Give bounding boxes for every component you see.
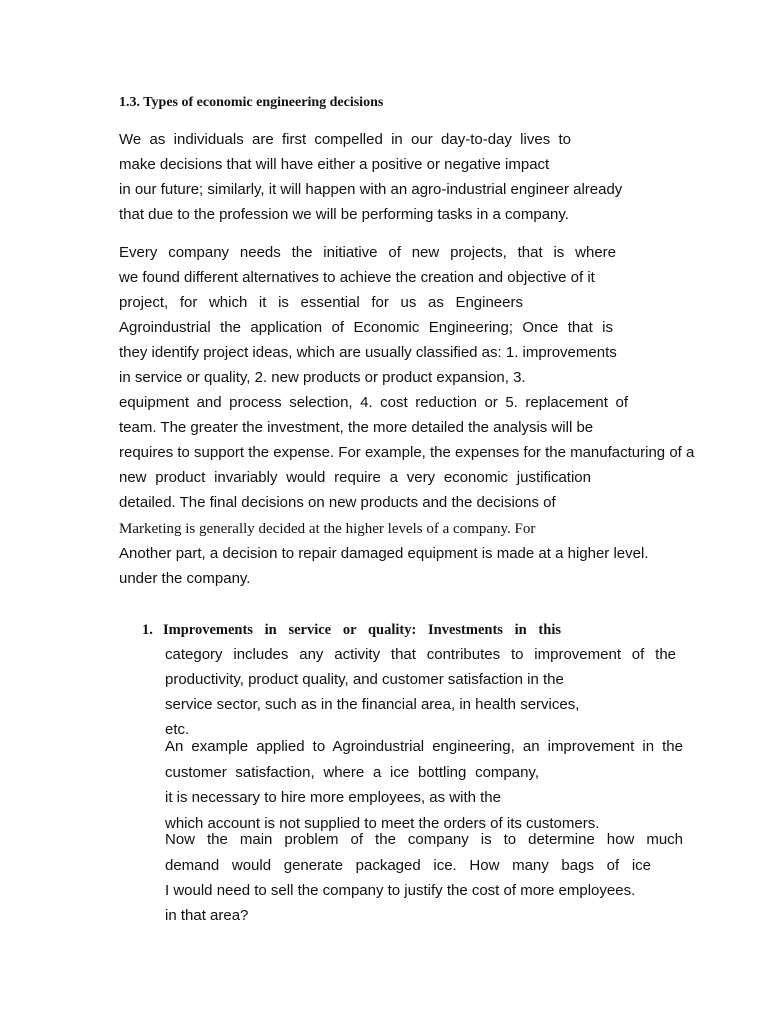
list-item-1-line-5: An example applied to Agroindustrial engineering, an improvement in the (165, 738, 683, 755)
list-item-1-line-3: service sector, such as in the financial area, in health services, (165, 696, 580, 713)
list-item-1-line-1: category includes any activity that contributes to improvement of the (165, 646, 676, 663)
list-item-1-line-2: productivity, product quality, and customer satisfaction in the (165, 671, 564, 688)
paragraph-2-line-1: Every company needs the initiative of new projects, that is where (119, 244, 616, 261)
paragraph-1-line-1: We as individuals are first compelled in our day-to-day lives to (119, 131, 571, 148)
paragraph-2-line-10: new product invariably would require a very economic justification (119, 469, 591, 486)
paragraph-2-line-2: we found different alternatives to achieve the creation and objective of it (119, 269, 595, 286)
section-heading: 1.3. Types of economic engineering decisions (119, 95, 384, 110)
paragraph-1-line-4: that due to the profession we will be performing tasks in a company. (119, 206, 569, 223)
paragraph-2-line-11: detailed. The final decisions on new products and the decisions of (119, 494, 556, 511)
list-item-1-line-10: demand would generate packaged ice. How many bags of ice (165, 857, 651, 874)
paragraph-2-line-14: under the company. (119, 570, 251, 587)
paragraph-1-line-3: in our future; similarly, it will happen with an agro-industrial engineer already (119, 181, 623, 198)
list-item-1-title: Improvements in service or quality: Investments in this (163, 622, 561, 638)
paragraph-2-line-12: Marketing is generally decided at the higher levels of a company. For (119, 521, 536, 537)
list-item-1-line-11: I would need to sell the company to justify the cost of more employees. (165, 882, 636, 899)
list-item-1-line-9: Now the main problem of the company is to determine how much (165, 831, 683, 848)
list-item-1-line-4: etc. (165, 721, 190, 738)
paragraph-2-line-3: project, for which it is essential for us as Engineers (119, 294, 523, 311)
paragraph-2-line-7: equipment and process selection, 4. cost reduction or 5. replacement of (119, 394, 628, 411)
paragraph-1-line-2: make decisions that will have either a positive or negative impact (119, 156, 550, 173)
paragraph-2-line-13: Another part, a decision to repair damaged equipment is made at a higher level. (119, 545, 649, 562)
list-item-1-line-7: it is necessary to hire more employees, as with the (165, 789, 501, 806)
paragraph-2-line-8: team. The greater the investment, the more detailed the analysis will be (119, 419, 594, 436)
paragraph-2-line-9: requires to support the expense. For example, the expenses for the manufacturing of a (119, 444, 695, 461)
paragraph-2-line-6: in service or quality, 2. new products or product expansion, 3. (119, 369, 526, 386)
paragraph-2-line-5: they identify project ideas, which are usually classified as: 1. improvements (119, 344, 617, 361)
list-item-1-number: 1. (142, 622, 153, 638)
list-item-1-line-12: in that area? (165, 907, 249, 924)
list-item-1-line-6: customer satisfaction, where a ice bottling company, (165, 764, 539, 781)
list-item-1-line-8: which account is not supplied to meet the orders of its customers. (165, 815, 600, 832)
paragraph-2-line-4: Agroindustrial the application of Economic Engineering; Once that is (119, 319, 613, 336)
